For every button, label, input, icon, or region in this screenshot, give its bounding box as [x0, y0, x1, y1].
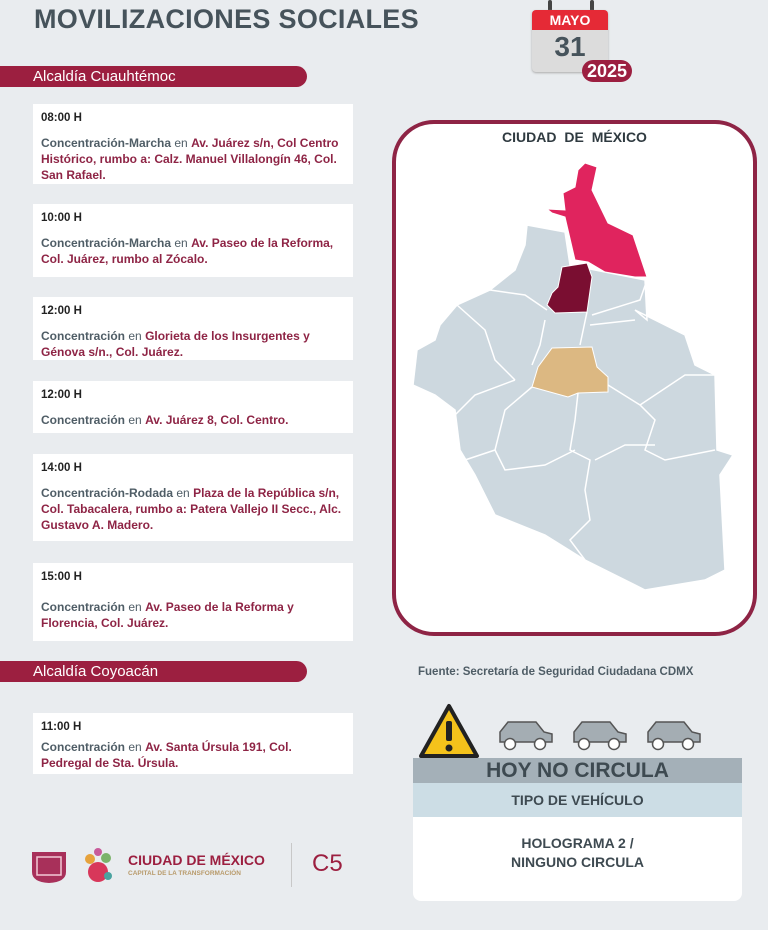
event-card: [33, 204, 353, 277]
calendar-day: 31: [554, 31, 586, 62]
hoy-no-circula-title: HOY NO CIRCULA: [413, 758, 742, 783]
source-note: Fuente: Secretaría de Seguridad Ciudadana CDMX: [418, 666, 694, 678]
hologram-line: NINGUNO CIRCULA: [511, 854, 644, 870]
event-location: Av. Juárez 8, Col. Centro.: [145, 413, 289, 427]
event-card: [33, 454, 353, 541]
event-location: Glorieta de los Insurgentes y Génova s/n., Col. Juárez.: [41, 329, 310, 359]
event-location: Av. Juárez s/n, Col Centro Histórico, rumbo a: Calz. Manuel Villalongín 46, Col. San Rafael.: [41, 136, 339, 182]
calendar-year: 2025: [582, 60, 632, 82]
event-connector: en: [128, 329, 142, 343]
event-card: [33, 104, 353, 184]
event-card: [33, 713, 353, 774]
event-type: Concentración: [41, 329, 126, 343]
event-type: Concentración: [41, 740, 126, 754]
event-location: Av. Paseo de la Reforma y Florencia, Col. Juárez.: [41, 600, 294, 630]
car-icon: [570, 718, 630, 752]
event-time: 12:00 H: [41, 305, 82, 317]
event-type: Concentración: [41, 413, 126, 427]
event-connector: en: [174, 136, 188, 150]
event-location: Plaza de la República s/n, Col. Tabacalera, rumbo a: Patera Vallejo II Secc., Alc. Gustavo A. Madero.: [41, 486, 342, 532]
brand-tagline: CAPITAL DE LA TRANSFORMACIÓN: [128, 870, 241, 877]
event-time: 14:00 H: [41, 462, 82, 474]
event-time: 15:00 H: [41, 571, 82, 583]
car-icon: [644, 718, 704, 752]
car-icon: [496, 718, 556, 752]
hoy-no-circula-detail: [413, 817, 742, 901]
event-card: [33, 563, 353, 641]
event-type: Concentración-Marcha: [41, 236, 172, 250]
c5-logo: C5: [312, 850, 343, 877]
map-title: CIUDAD DE MÉXICO: [502, 129, 647, 145]
event-connector: en: [174, 236, 188, 250]
event-card: [33, 381, 353, 433]
brand-name: CIUDAD DE MÉXICO: [128, 852, 265, 868]
event-type: Concentración: [41, 600, 126, 614]
hologram-line: HOLOGRAMA 2 /: [521, 835, 634, 851]
section-banner-cuauhtemoc: Alcaldía Cuauhtémoc: [0, 66, 307, 87]
page-title: MOVILIZACIONES SOCIALES: [34, 4, 419, 34]
flower-logo: [78, 844, 118, 888]
event-type: Concentración-Marcha: [41, 136, 172, 150]
event-time: 11:00 H: [41, 721, 82, 733]
section-banner-coyoacan: Alcaldía Coyoacán: [0, 661, 307, 682]
cdmx-shield-logo: [30, 850, 68, 884]
event-time: 10:00 H: [41, 212, 82, 224]
event-connector: en: [176, 486, 190, 500]
event-type: Concentración-Rodada: [41, 486, 174, 500]
calendar-month: MAYO: [532, 10, 608, 30]
event-location: Av. Santa Úrsula 191, Col. Pedregal de Sta. Úrsula.: [41, 740, 292, 770]
event-time: 08:00 H: [41, 112, 82, 124]
event-location: Av. Paseo de la Reforma, Col. Juárez, rumbo al Zócalo.: [41, 236, 334, 266]
event-card: [33, 297, 353, 360]
vehicle-type-label: TIPO DE VEHÍCULO: [413, 783, 742, 817]
event-connector: en: [128, 740, 142, 754]
warning-icon: [418, 703, 480, 759]
event-connector: en: [128, 600, 142, 614]
event-time: 12:00 H: [41, 389, 82, 401]
footer-divider: [291, 843, 292, 887]
event-connector: en: [128, 413, 142, 427]
cdmx-map: [395, 120, 755, 630]
